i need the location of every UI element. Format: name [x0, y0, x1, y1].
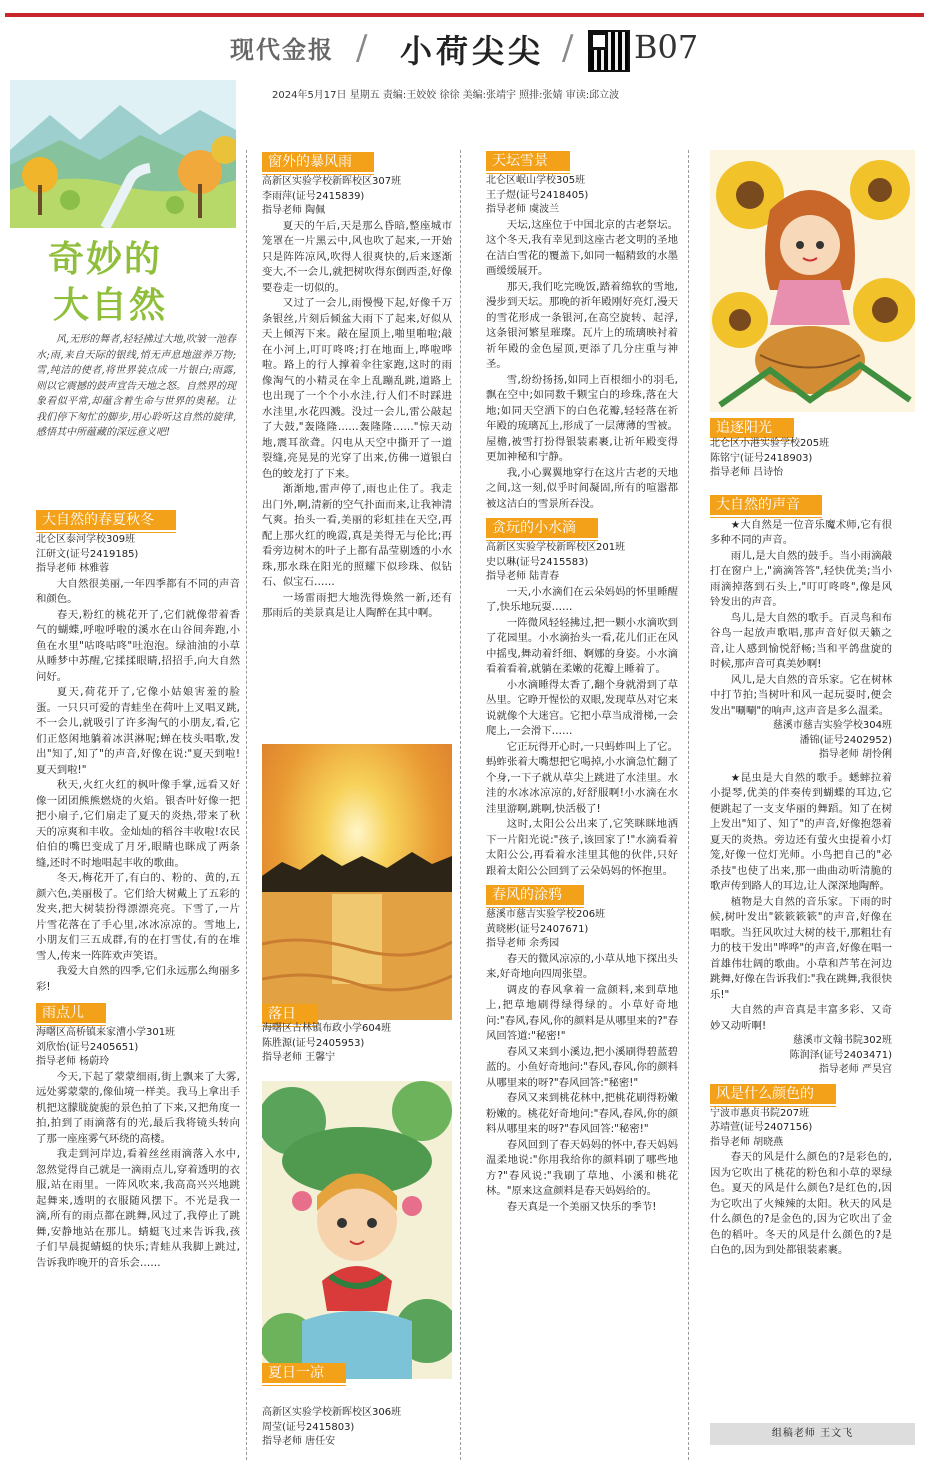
paragraph: 我,小心翼翼地穿行在这片古老的天地之间,这一刻,似乎时间凝固,所有的喧嚣都被这洁白的雪景所吞没。 [486, 466, 678, 510]
paragraph: 植物是大自然的音乐家。下雨的时候,树叶发出"簌簌簌簌"的声音,好像在唱歌。当狂风吹过大树的枝干,那粗壮有力的枝干发出"哗哗"的声音,好像在唱一首雄伟壮阔的歌曲。小草和芦苇在河边跳舞,好像在告诉我们:"我在跳舞,我很快乐!" [710, 895, 892, 1001]
paragraph: 我走到河岸边,看着丝丝雨滴落入水中,忽然觉得自己就是一滴雨点儿,穿着透明的衣服,站在雨里。一阵风吹来,我高高兴兴地跳起舞来,透明的衣服随风摆下。不光是我一滴,所有的雨点都在跳舞,风过了,我停止了跳舞,安静地站在那儿。蜻蜓飞过来告诉我,孩子们早晨捉蜻蜓的快乐;青蛙从我脚上跳过,告诉我昨晚开的音乐会…… [36, 1148, 240, 1269]
artwork-title: 落日 [262, 1004, 318, 1024]
paragraph: 那天,我们吃完晚饭,踏着绵软的雪地,漫步到天坛。那晚的祈年殿刚好亮灯,漫天的雪花形成一条银河,在高空旋转、起浮,这条银河繁星璀璨。瓦片上的琉璃映衬着祈年殿的金色屋顶,更添了几分庄重与神圣。 [486, 280, 678, 370]
paragraph: 风儿,是大自然的音乐家。它在树林中打节拍;当树叶和风一起玩耍时,便会发出"唰唰"的响声,这声音是多么温柔。 [710, 673, 892, 717]
summer-girl-painting [262, 1081, 452, 1379]
school: 海曙区古林镇布政小学604班 [262, 1023, 392, 1034]
teacher: 指导老师 吕诗怡 [710, 467, 784, 478]
paragraph: 今天,下起了蒙蒙细雨,街上飘来了大雾,远处雾蒙蒙的,像仙境一样美。我马上拿出手机把这朦胧旋旎的景色拍了下来,又把角度一拍,拍到了雨滴落有的光,最后我将镜头转向了那一座座雾气环绕的高楼。 [36, 1070, 240, 1145]
top-rule [5, 13, 924, 17]
paragraph: 一阵微风轻轻拂过,把一颗小水滴吹到了花园里。小水滴抬头一看,花儿们正在风中摇曳,舞动着纤细、婀娜的身姿。小水滴看着看着,就躺在柔嫩的花瓣上睡着了。 [486, 616, 678, 675]
paragraph: 春天的风是什么颜色的?是彩色的,因为它吹出了桃花的粉色和小草的翠绿色。夏天的风是什么颜色?是红色的,因为它吹出了火辣辣的太阳。秋天的风是什么颜色的?是金色的,因为它吹出了金色的稻叶。冬天的风是什么颜色的?是白色的,因为到处都银装素裹。 [710, 1151, 892, 1256]
column-3 [486, 145, 678, 1215]
author: 陈胜源(证号2405953) [262, 1037, 365, 1049]
author: 史以琳(证号2415583) [486, 556, 589, 568]
article-title: 天坛雪景 [486, 151, 570, 171]
author: 江研文(证号2419185) [36, 548, 139, 560]
feature-title [48, 236, 167, 328]
teacher: 指导老师 胡晓燕 [710, 1136, 784, 1148]
section-title: 小荷尖尖 [400, 32, 545, 70]
author: 周莹(证号2415803) [262, 1421, 355, 1433]
landscape-illustration [10, 80, 236, 228]
paragraph: 调皮的春风拿着一盒颜料,来到草地上,把草地刷得绿得绿的。小草好奇地问:"春风,春风,你的颜料是从哪里来的?"春风回答道:"秘密!" [486, 983, 678, 1042]
article-title: 风是什么颜色的 [710, 1084, 836, 1104]
paragraph: 鸟儿,是大自然的歌手。百灵鸟和布谷鸟一起放声歌唱,那声音好似天籁之音,让人感到愉悦舒畅;当和平鸽盘旋的时候,那声音可真美妙啊! [710, 611, 892, 670]
header-divider: / [562, 28, 574, 68]
column-2 [262, 146, 452, 622]
paragraph: 春风又来到桃花林中,把桃花刷得粉嫩粉嫩的。桃花好奇地问:"春风,春风,你的颜料从哪里来的呀?"春风回答:"秘密!" [486, 1092, 678, 1135]
paragraph: 夏天的午后,天是那么昏暗,整座城市笼罩在一片黑云中,风也吹了起来,一开始只是阵阵凉风,吹得人很爽快的,后来逐渐变大,不一会儿,就把树吹得东倒西歪,好像要卷走一切似的。 [262, 219, 452, 294]
teacher: 指导老师 王馨宁 [262, 1052, 336, 1063]
school: 慈溪市慈吉实验学校206班 [486, 909, 606, 920]
paragraph: 天坛,这座位于中国北京的古老祭坛。这个冬天,我有幸见到这座古老文明的圣地在洁白雪花的覆盖下,如同一幅精致的水墨画缓缓展开。 [486, 218, 678, 277]
column-1 [36, 504, 240, 1271]
teacher: 指导老师 严昊宫 [818, 1064, 892, 1075]
article-title: 夏日一凉 [262, 1363, 346, 1383]
paragraph: 一场雷雨把大地洗得焕然一新,还有那雨后的美景真是让人陶醉在其中啊。 [262, 591, 452, 619]
article-title: 春风的涂鸦 [486, 885, 584, 905]
column-4 [710, 437, 892, 1259]
sunset-painting [262, 744, 452, 1020]
author: 刘欣怡(证号2405651) [36, 1041, 139, 1053]
teacher: 指导老师 林雅蓉 [36, 563, 110, 574]
paragraph: 雪,纷纷扬扬,如同上百根细小的羽毛,飘在空中;如同数千颗宝白的珍珠,落在大地;如同天空洒下的白色花瓣,轻轻落在祈年殿的琉璃瓦上,形成了一层薄薄的雪被。屋檐,被雪打扮得银装素裹,让祈年殿变得更加神秘和宁静。 [486, 373, 678, 463]
teacher: 指导老师 杨蔚玲 [36, 1056, 110, 1067]
column-divider [688, 150, 689, 1460]
article-title: 大自然的声音 [710, 495, 822, 515]
teacher: 指导老师 余秀园 [486, 938, 560, 949]
artwork-title: 追逐阳光 [710, 418, 794, 438]
page-number: B07 [634, 28, 699, 66]
feature-title-line2: 大自然 [53, 284, 168, 326]
paragraph: 春天,粉红的桃花开了,它们就像带着香气的蝴蝶,呼啦呼啦的溪水在山谷间奔跑,小鱼在水里"咕咚咕咚"吐泡泡。绿油油的小草从睡梦中苏醒,它揉揉眼睛,招招手,向大自然问好。 [36, 608, 240, 683]
school: 慈溪市慈吉实验学校304班 [772, 720, 892, 731]
teacher: 指导老师 陆青春 [486, 571, 560, 582]
author: 黄晓彬(证号2407671) [486, 923, 589, 935]
author: 李雨萍(证号2415839) [262, 190, 365, 202]
paragraph: 又过了一会儿,雨慢慢下起,好像千万条银丝,片刻后倾盆大雨下了起来,好似从天上倾泻下来。敲在屋顶上,啪里啪啦;敲在小河上,叮叮咚咚;打在地面上,哗啦哗啦。路上的行人撑着伞往家跑,这时的雨像淘气的小精灵在伞上乱蹦乱跳,道路上也出现了一个个小水洼,行人们不时踩进水洼里,水花四溅。没过一会儿,雷公敲起了大鼓,"轰隆隆……轰隆隆……"惊天动地,震耳欲聋。闪电从天空中撕开了一道裂缝,亮晃晃的光穿了出来,仿佛一道银白色的蛟龙打了下来。 [262, 297, 452, 480]
qr-code-icon[interactable] [588, 30, 630, 72]
teacher: 指导老师 陶佩 [262, 205, 326, 216]
teacher: 指导老师 胡怜俐 [818, 749, 892, 760]
paragraph: 春天真是一个美丽又快乐的季节! [506, 1200, 657, 1213]
paragraph: 一天,小水滴们在云朵妈妈的怀里睡醒了,快乐地玩耍…… [486, 585, 678, 613]
paragraph: 秋天,火红火红的枫叶像手掌,远看又好像一团团熊熊燃烧的火焰。银杏叶好像一把把小扇子,它们扇走了夏天的炎热,带来了秋天的凉爽和丰收。金灿灿的稻谷丰收啦!农民伯伯的嘴巴变成了月牙,眼睛也眯成了两条缝,还时不时地唱起丰收的歌曲。 [36, 779, 240, 869]
article-title: 窗外的暴风雨 [262, 152, 374, 172]
paragraph: 它正玩得开心时,一只蚂蚱叫上了它。蚂蚱张着大嘴想把它喝掉,小水滴急忙翻了个身,一下子就从草尖上跳进了水洼里。水洼的水冰冰凉凉的,好舒服啊!小水滴在水洼里游啊,跳啊,快活极了! [486, 740, 678, 815]
school: 海曙区高桥镇来家漕小学301班 [36, 1027, 176, 1038]
school: 慈溪市文翰书院302班 [792, 1035, 892, 1046]
feature-intro: 风,无形的舞者,轻轻拂过大地,吹皱一池春水;雨,来自天际的银线,悄无声息地滋养万物;雪,纯洁的使者,将世界装点成一片银白;雨露,则以它震撼的鼓声宣告天地之怒。自然界的现象看似平常,却蕴含着生命与世界的奥秘。让我们停下匆忙的脚步,用心聆听这自然的旋律,感悟其中所蕴藏的深远意义吧! [36, 334, 236, 438]
school: 高新区实验学校新晖校区306班 [262, 1407, 402, 1418]
paragraph: 这时,太阳公公出来了,它笑眯眯地洒下一片阳光说:"孩子,该回家了!"水滴看着太阳公公,再看着水洼里其他的伙伴,只好跟着太阳公公回到了云朵妈妈的怀抱里。 [486, 818, 678, 877]
editor-credit: 组稿老师 王文飞 [710, 1423, 915, 1445]
paragraph: ★大自然是一位音乐魔术师,它有很多种不同的声音。 [710, 518, 892, 546]
school: 北仑区小港实验学校205班 [710, 438, 830, 449]
paragraph: 小水滴睡得太香了,翻个身就滑到了草丛里。它睁开惺忪的双眼,发现草丛对它来说就像个大迷宫。它把小草当成滑梯,一会爬上,一会滑下…… [486, 678, 678, 737]
paragraph: 春天的微风凉凉的,小草从地下探出头来,好奇地向四周张望。 [486, 952, 678, 980]
author: 潘锦(证号2402952) [799, 734, 892, 746]
paragraph: 春风又来到小溪边,把小溪刷得碧蓝碧蓝的。小鱼好奇地问:"春风,春风,你的颜料从哪里来的呀?"春风回答:"秘密!" [486, 1045, 678, 1089]
dateline: 2024年5月17日 星期五 责编:王姣姣 徐徐 美编:张靖宇 照排:张婧 审读:邱立波 [272, 90, 620, 101]
artwork-credit [262, 1022, 452, 1066]
article-title: 雨点儿 [36, 1003, 106, 1023]
school: 宁波市惠贞书院207班 [710, 1107, 810, 1119]
article-title: 贪玩的小水滴 [486, 518, 598, 538]
school: 高新区实验学校新晖校区307班 [262, 176, 402, 187]
paragraph: ★昆虫是大自然的歌手。蟋蟀拉着小提琴,优美的伴奏传到蝴蝶的耳边,它便跳起了一支支华丽的舞蹈。知了在树上发出"知了、知了"的声音,好像抱怨着夏天的炎热。旁边还有萤火虫提着小灯笼,好像一位灯光师。小鸟把自己的"必杀技"也使了出来,那一曲曲动听清脆的歌声传到路人的耳边,让人深深地陶醉。 [710, 771, 892, 892]
school: 北仑区岷山学校305班 [486, 175, 586, 186]
feature-title-line1: 奇妙的 [48, 238, 163, 280]
column-divider [460, 150, 461, 1460]
author: 苏靖萱(证号2407156) [710, 1122, 813, 1133]
paragraph: 雨儿,是大自然的鼓手。当小雨滴敲打在窗户上,"滴滴答答",轻快优美;当小雨滴掉落到石头上,"叮叮咚咚",像是风铃发出的声音。 [710, 549, 892, 608]
school: 高新区实验学校新晖校区201班 [486, 542, 626, 553]
header-divider: / [356, 28, 368, 68]
author: 陈润泽(证号2403471) [789, 1049, 892, 1061]
author: 陈铭宁(证号2418903) [710, 452, 813, 464]
teacher: 指导老师 唐任安 [262, 1436, 336, 1447]
article-title: 大自然的春夏秋冬 [36, 510, 176, 530]
teacher: 指导老师 虞波兰 [486, 204, 560, 215]
paragraph: 我爱大自然的四季,它们永远那么绚丽多彩! [36, 965, 240, 993]
paragraph: 渐渐地,雷声停了,雨也止住了。我走出门外,啊,清新的空气扑面而来,让我神清气爽。抬头一看,美丽的彩虹挂在天空,再配上那火红的晚霞,真是美得无与伦比;再看旁边树木的叶子上都有晶莹剔透的小水珠,那水珠在阳光的照耀下似珍珠、似钻石、似宝石…… [262, 483, 452, 588]
paragraph: 冬天,梅花开了,有白的、粉的、黄的,五颜六色,美丽极了。它们给大树戴上了五彩的发夹,把大树装扮得漂漂亮亮。下雪了,一片片雪花落在了手心里,冰冰凉凉的。雪地上,小朋友们三五成群,有的在打雪仗,有的在堆雪人,传来一阵阵欢声笑语。 [36, 872, 240, 962]
school: 北仑区泰河学校309班 [36, 534, 136, 545]
paragraph: 大自然很美丽,一年四季都有不同的声音和颜色。 [36, 577, 240, 605]
column-divider [246, 150, 247, 1460]
paragraph: 春风回到了春天妈妈的怀中,春天妈妈温柔地说:"你用我给你的颜料刷了哪些地方?"春风说:"我刷了草地、小溪和桃花林。"原来这盒颜料是春天妈妈给的。 [486, 1138, 678, 1197]
paragraph: 大自然的声音真是丰富多彩、又奇妙又动听啊! [710, 1004, 892, 1032]
paragraph: 夏天,荷花开了,它像小姑娘害羞的脸蛋。一只只可爱的青蛙坐在荷叶上叉唱叉跳,不一会儿,就吸引了许多淘气的小朋友,看,它们正悠闲地躺着冰淇淋呢;蝉在枝头唱歌,发出"知了,知了"的声音,好像在说:"夏天到啦!夏天到啦!" [36, 686, 240, 776]
sunflower-painting [710, 150, 915, 436]
article-credit [262, 1406, 452, 1450]
newspaper-brand: 现代金报 [230, 35, 334, 64]
author: 王子煜(证号2418405) [486, 189, 589, 201]
